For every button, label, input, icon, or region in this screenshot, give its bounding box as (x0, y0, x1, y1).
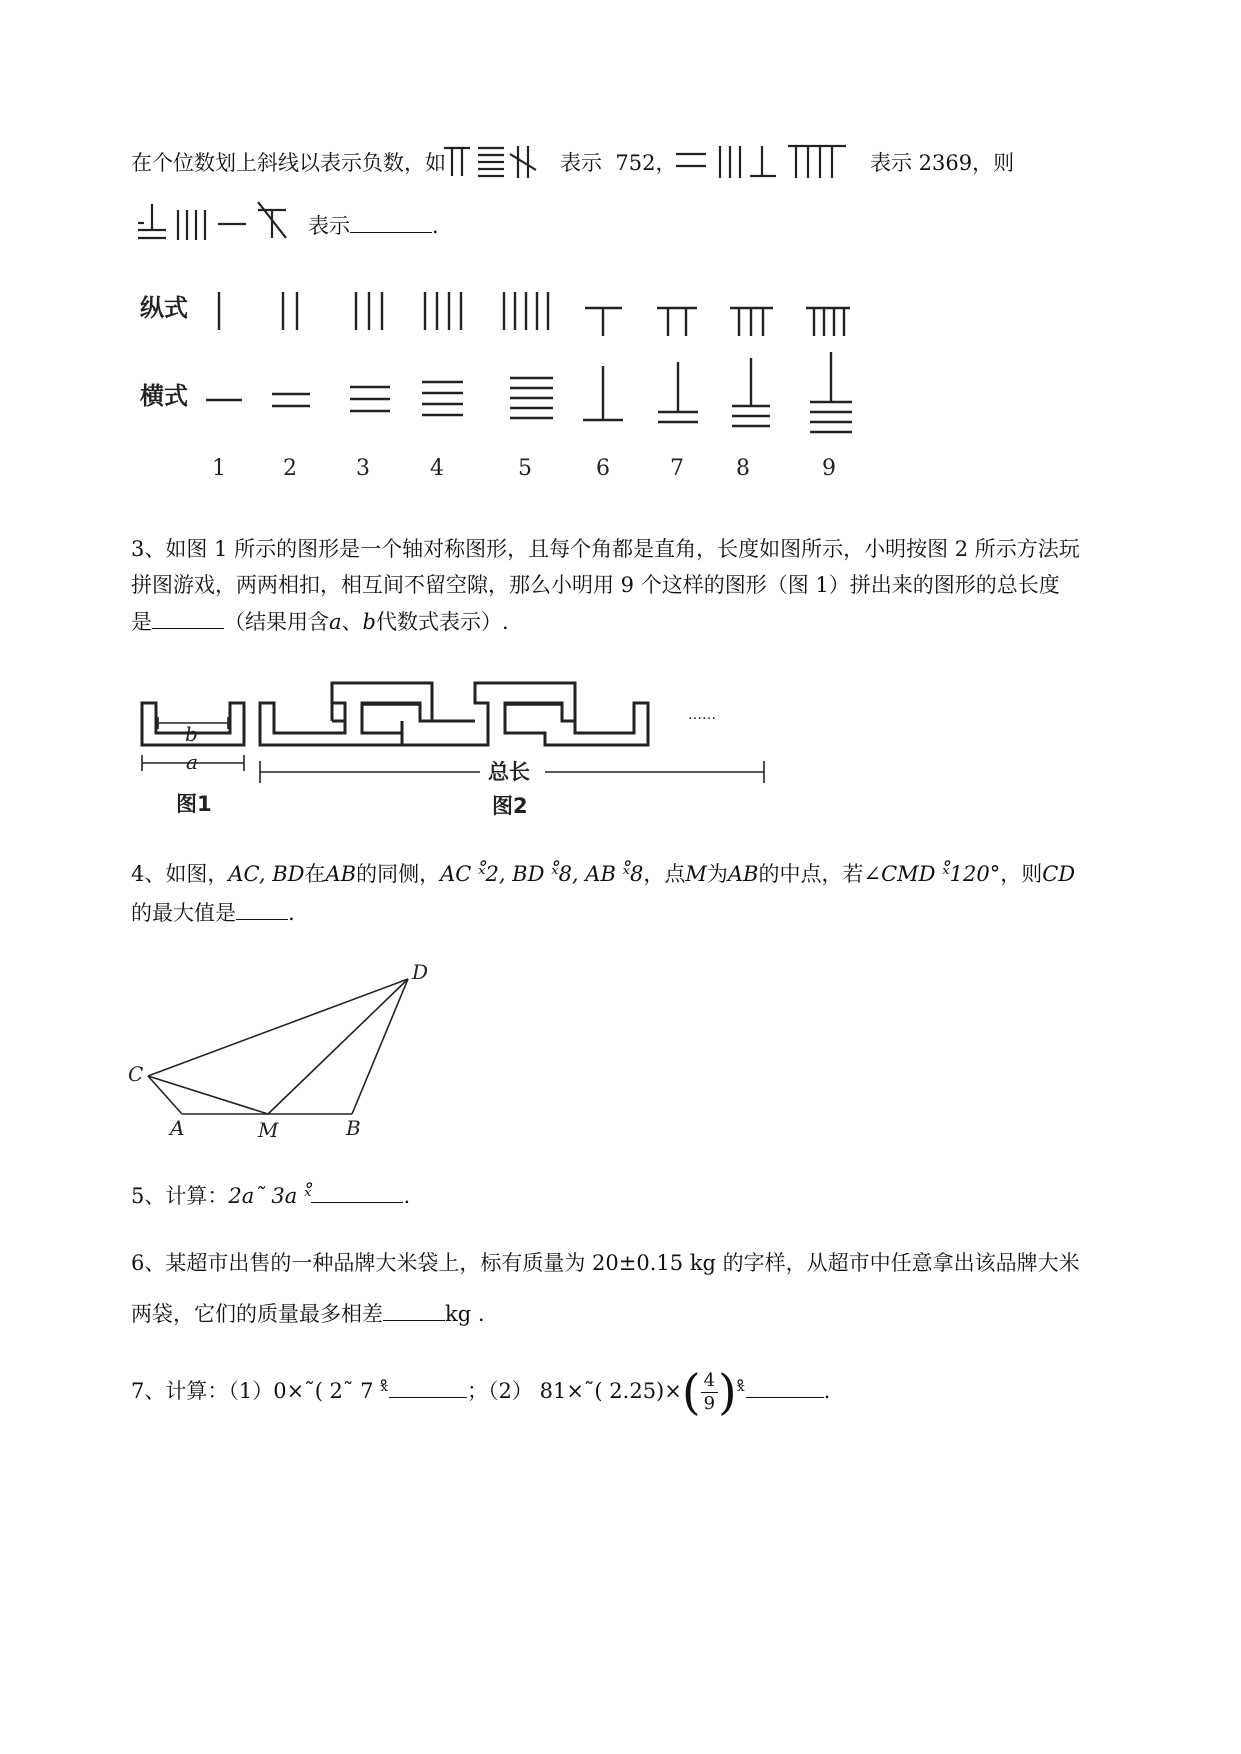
table-row-label-hengshi: 横式 (140, 382, 188, 410)
rod-numeral-table (130, 280, 890, 485)
q2-text-line2: 表示 (308, 214, 350, 238)
q7-answer-blank-1[interactable] (389, 1375, 467, 1398)
q4-line2 (131, 897, 295, 928)
q4-ab-2: AB (727, 862, 759, 886)
hengshi-2 (272, 394, 310, 406)
hengshi-9 (810, 352, 852, 432)
q5-period: . (403, 1184, 411, 1208)
q6-period: . (477, 1302, 485, 1326)
q5-answer-blank[interactable] (311, 1180, 403, 1203)
q7-left-paren: ( (681, 1364, 701, 1421)
q2-period: . (432, 214, 439, 238)
q2-text-a: 在个位数划上斜线以表示负数，如 (131, 151, 446, 175)
q5-expression: 2a˜ 3a ˣ̊ (228, 1184, 312, 1208)
q4-text-e: 为 (706, 862, 728, 886)
q6-text-a: 6、某超市出售的一种品牌大米袋上，标有质量为 (131, 1251, 586, 1275)
q2-text-d: 表示 2369，则 (870, 151, 1015, 175)
q3-line3 (131, 606, 509, 637)
q7-line (131, 1364, 831, 1421)
q2-text-b: 表示 (560, 151, 602, 175)
q4-text-b: 在 (304, 862, 326, 886)
q3-line1: 3、如图 1 所示的图形是一个轴对称图形，且每个角都是直角，长度如图所示，小明按图 2 所示方法玩 (131, 537, 1080, 561)
hengshi-5 (510, 378, 553, 418)
table-number-7: 7 (670, 456, 684, 481)
q7-prefix: 7、计算：（1） (131, 1379, 274, 1403)
q7-frac-numerator: 4 (701, 1370, 718, 1393)
q4-text-d: ，点 (643, 862, 686, 886)
q5-prefix: 5、计算： (131, 1184, 229, 1208)
q6-unit-2: kg (445, 1302, 472, 1326)
q4-line1 (131, 859, 1075, 889)
q6-answer-blank[interactable] (383, 1298, 445, 1321)
table-number-6: 6 (596, 456, 610, 481)
q2-line2 (308, 210, 439, 241)
q3-text-c: 、 (341, 610, 363, 634)
q4-text-a: 4、如图， (131, 862, 229, 886)
q7-expression-1: 0×˜( 2˜ 7 ˣ̊ (273, 1379, 390, 1403)
q4-point-m: M (685, 862, 707, 886)
table-number-9: 9 (822, 456, 836, 481)
figure2-caption: 图2 (492, 794, 528, 818)
rod-numeral-2369 (672, 140, 852, 185)
zongshi-3 (356, 292, 382, 330)
q3-text-d: 代数式表示）. (375, 610, 509, 634)
zongshi-6 (585, 308, 622, 336)
q4-label-m: M (258, 1118, 279, 1142)
q7-equals-2: ˣ̊ (736, 1379, 746, 1403)
q3-text-b: （结果用含 (224, 610, 329, 634)
q4-label-a: A (170, 1116, 185, 1140)
figure2-ellipsis: …… (688, 707, 716, 723)
q4-text-f: 的中点，若 (758, 862, 864, 886)
q7-period: . (823, 1379, 831, 1403)
q2-line1 (131, 148, 446, 178)
q2-line1-b (560, 148, 676, 178)
q5-line (131, 1180, 410, 1211)
q3-figures (130, 665, 780, 825)
q4-seg-ac-bd: AC, BD (228, 862, 305, 886)
q4-label-d: D (412, 960, 429, 984)
figure2-shape (260, 683, 648, 745)
q4-text-line2: 的最大值是 (131, 901, 236, 925)
table-number-1: 1 (212, 456, 226, 481)
zongshi-4 (425, 292, 461, 330)
hengshi-3 (350, 387, 390, 411)
q7-expression-2: 81×˜( 2.25)× (539, 1379, 682, 1403)
q3-var-b: b (362, 610, 376, 634)
table-number-8: 8 (736, 456, 750, 481)
q7-fraction (701, 1370, 718, 1415)
q3-text-a: 是 (131, 610, 152, 634)
q7-answer-blank-2[interactable] (746, 1375, 824, 1398)
q4-text-c: 的同侧， (356, 862, 441, 886)
q6-text-line2: 两袋，它们的质量最多相差 (131, 1302, 383, 1326)
q4-answer-blank[interactable] (236, 897, 288, 920)
table-row-label-zongshi: 纵式 (140, 294, 188, 322)
zongshi-8 (730, 308, 773, 336)
q7-right-paren: ) (718, 1364, 737, 1421)
q2-text-c: 752， (615, 151, 677, 175)
q2-answer-blank[interactable] (350, 210, 432, 233)
q7-middle: ；（2） (467, 1379, 533, 1403)
zongshi-9 (806, 308, 850, 336)
q3-line2: 拼图游戏，两两相扣，相互间不留空隙，那么小明用 9 个这样的图形（图 1）拼出来的图形的总长度 (131, 573, 1060, 597)
table-number-2: 2 (283, 456, 297, 481)
q4-label-c: C (128, 1062, 144, 1086)
q6-unit-1: kg (689, 1251, 716, 1275)
table-number-3: 3 (356, 456, 370, 481)
q6-text-b: 的字样，从超市中任意拿出该品牌大米 (722, 1251, 1080, 1275)
q6-line1 (131, 1248, 1080, 1278)
q4-conditions: AC ˣ̊2, BD ˣ̊8, AB ˣ̊8 (440, 862, 644, 886)
q6-line2 (131, 1298, 485, 1329)
q6-mass: 20±0.15 (592, 1251, 684, 1275)
q7-frac-denominator: 9 (703, 1393, 716, 1414)
zongshi-2 (283, 292, 297, 330)
q4-triangle-lines (148, 979, 408, 1114)
q3-answer-blank[interactable] (152, 606, 224, 629)
hengshi-8 (732, 358, 770, 426)
rod-numeral-question (134, 200, 299, 245)
q4-label-b: B (346, 1116, 361, 1140)
figure1-caption: 图1 (176, 792, 212, 816)
q4-period: . (288, 901, 295, 925)
table-number-5: 5 (518, 456, 532, 481)
q4-text-g: ，则 (1000, 862, 1043, 886)
q4-ab-1: AB (325, 862, 357, 886)
hengshi-6 (583, 366, 623, 420)
q3-var-a: a (329, 610, 342, 634)
hengshi-4 (422, 382, 463, 415)
q4-geometry-figure (120, 955, 440, 1145)
rod-numeral-752 (440, 140, 545, 185)
figure1-label-b: b (185, 722, 198, 746)
table-number-4: 4 (430, 456, 444, 481)
zongshi-5 (504, 292, 548, 330)
figure1-label-a: a (186, 750, 198, 774)
zongshi-7 (657, 308, 697, 336)
q2-line1-d (870, 148, 1014, 178)
hengshi-7 (658, 362, 698, 422)
q4-angle: ∠CMD ˣ̊120° (863, 862, 1001, 886)
figure2-total-label: 总长 (488, 760, 530, 784)
q4-cd: CD (1042, 862, 1076, 886)
